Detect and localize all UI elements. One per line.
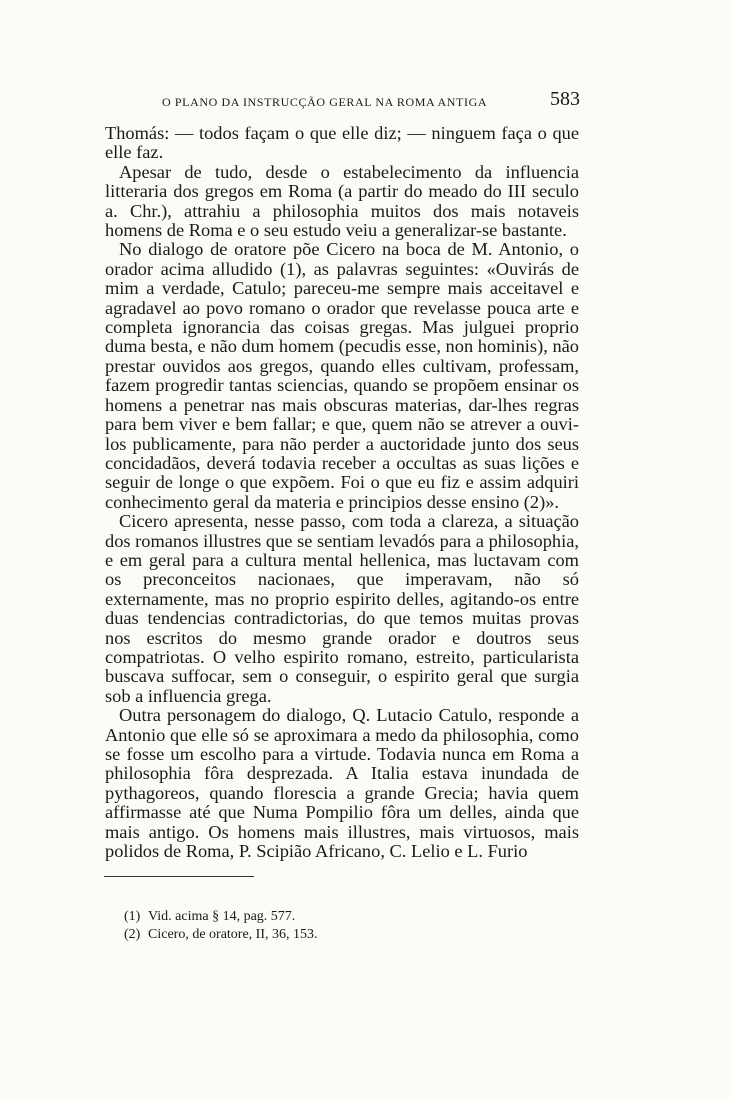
running-title: O PLANO DA INSTRUCÇÃO GERAL NA ROMA ANTIGA	[162, 95, 488, 109]
footnote	[124, 908, 318, 926]
footnote-text: Cicero, de oratore, II, 36, 153.	[148, 927, 318, 942]
paragraph: Thomás: — todos façam o que elle diz; — ninguem faça o que elle faz.	[105, 123, 579, 163]
paragraph: No dialogo de oratore põe Cicero na boca de M. Antonio, o orador acima alludido (1), as palavras seguintes: «Ouvirás de mim a verdade, Catulo; pareceu-me sempre mais acceitavel e agradavel ao povo romano o orador que revelasse pouca arte e completa ignorancia das coisas gregas. Mas julguei proprio duma besta, e não dum homem (pecudis esse, non hominis), não prestar ouvidos aos gregos, quando elles cultivam, professam, fazem progredir tantas sciencias, quando se propõem ensinar os homens a penetrar nas mais obscuras materias, dar-lhes regras para bem viver e bem fallar; e que, quem não se atrever a ouvi-los publicamente, para não perder a auctoridade junto dos seus concidadãos, deverá todavia receber a occultas as suas lições e seguir de longe o que expõem. Foi o que eu fiz e assim adquiri conhecimento geral da materia e principios desse ensino (2)».	[105, 239, 579, 512]
paragraph: Apesar de tudo, desde o estabelecimento da influencia litteraria dos gregos em Roma (a partir do meado do III seculo a. Chr.), attrahiu a philosophia muitos dos mais notaveis homens de Roma e o seu estudo veiu a generalizar-se bastante.	[105, 161, 579, 241]
footnotes	[124, 908, 318, 944]
paragraph: Outra personagem do dialogo, Q. Lutacio Catulo, responde a Antonio que elle só se aproximara a medo da philosophia, como se fosse um escolho para a virtude. Todavia nunca em Roma a philosophia fôra desprezada. A Italia estava inundada de pythagoreos, quando florescia a grande Grecia; havia quem affirmasse até que Numa Pompilio fôra um delles, ainda que mais antigo. Os homens mais illustres, mais virtuosos, mais polidos de Roma, P. Scipião Africano, C. Lelio e L. Furio	[105, 705, 579, 862]
footnote	[124, 926, 318, 944]
page-number: 583	[550, 88, 580, 110]
paragraph: Cicero apresenta, nesse passo, com toda a clareza, a situação dos romanos illustres que se sentiam levadós para a philosophia, e em geral para a cultura mental hellenica, mas luctavam com os preconceitos nacionaes, que imperavam, não só externamente, mas no proprio espirito delles, agitando-os entre duas tendencias contradictorias, do que temos muitas provas nos escritos do mesmo grande orador e doutros seus compatriotas. O velho espirito romano, estreito, particularista buscava suffocar, sem o conseguir, o espirito geral que surgia sob a influencia grega.	[105, 511, 579, 706]
footnote-divider	[104, 876, 254, 877]
running-head	[106, 88, 586, 112]
footnote-mark: (1)	[124, 909, 141, 924]
footnote-text: Vid. acima § 14, pag. 577.	[148, 909, 296, 924]
footnote-mark: (2)	[124, 927, 141, 942]
body-text	[105, 124, 579, 861]
